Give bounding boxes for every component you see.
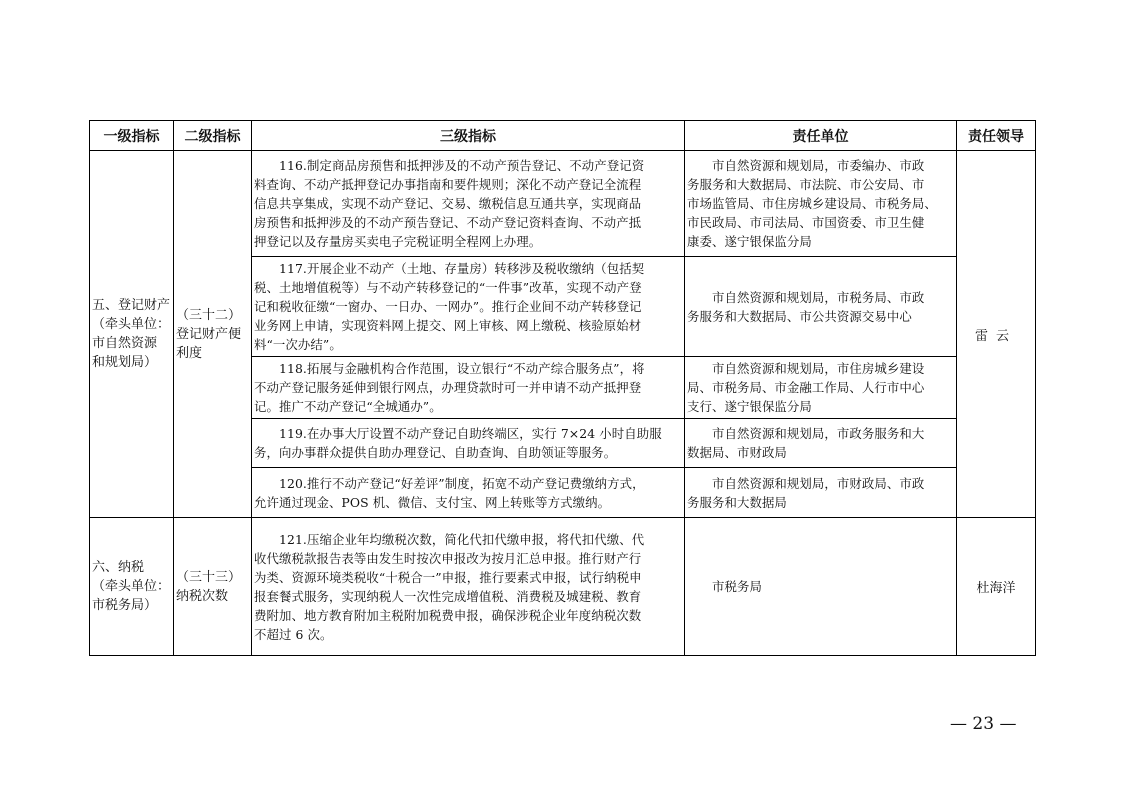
responsible-units: 市税务局 xyxy=(685,518,957,656)
responsible-units: 市自然资源和规划局，市委编办、市政 务服务和大数据局、市法院、市公安局、市 市场监管局、市住房城乡建设局、市税务局、 市民政局、市司法局、市国资委、市卫生健 康委、遂宁银保监分局 xyxy=(685,151,957,257)
header-level1: 一级指标 xyxy=(90,121,174,151)
header-responsible-units: 责任单位 xyxy=(685,121,957,151)
level2-indicator: （三十二） 登记财产便 利度 xyxy=(174,151,252,518)
page-number: — 23 — xyxy=(950,714,1017,734)
level2-indicator: （三十三） 纳税次数 xyxy=(174,518,252,656)
responsible-units: 市自然资源和规划局，市财政局、市政 务服务和大数据局 xyxy=(685,468,957,518)
responsible-leader: 雷云 xyxy=(957,151,1036,518)
indicator-table xyxy=(89,120,1036,656)
level3-indicator: 116.制定商品房预售和抵押涉及的不动产预告登记、不动产登记资 料查询、不动产抵押登记办事指南和要件规则；深化不动产登记全流程 信息共享集成，实现不动产登记、交易、缴税信息互通共享，实现商品 房预售和抵押涉及的不动产预告登记、不动产登记资料查询、不动产抵 押登记以及存量房买卖电子完税证明全程网上办理。 xyxy=(252,151,685,257)
responsible-units: 市自然资源和规划局，市税务局、市政 务服务和大数据局、市公共资源交易中心 xyxy=(685,257,957,357)
responsible-leader: 杜海洋 xyxy=(957,518,1036,656)
header-level3: 三级指标 xyxy=(252,121,685,151)
table-row xyxy=(90,151,1036,257)
level3-indicator: 119.在办事大厅设置不动产登记自助终端区，实行 7×24 小时自助服 务，向办事群众提供自助办理登记、自助查询、自助领证等服务。 xyxy=(252,419,685,468)
level3-indicator: 118.拓展与金融机构合作范围，设立银行“不动产综合服务点”，将 不动产登记服务延伸到银行网点，办理贷款时可一并申请不动产抵押登 记。推广不动产登记“全城通办”。 xyxy=(252,357,685,419)
level1-indicator: 五、登记财产 （牵头单位： 市自然资源 和规划局） xyxy=(90,151,174,518)
level3-indicator: 121.压缩企业年均缴税次数，简化代扣代缴申报，将代扣代缴、代 收代缴税款报告表等由发生时按次申报改为按月汇总申报。推行财产行 为类、资源环境类税收“十税合一”申报，推行要素式申报，试行纳税申 报套餐式服务，实现纳税人一次性完成增值税、消费税及城建税、教育 费附加、地方教育附加主税附加税费申报，确保涉税企业年度纳税次数 不超过 6 次。 xyxy=(252,518,685,656)
responsible-units: 市自然资源和规划局，市住房城乡建设 局、市税务局、市金融工作局、人行市中心 支行、遂宁银保监分局 xyxy=(685,357,957,419)
level3-indicator: 120.推行不动产登记“好差评”制度，拓宽不动产登记费缴纳方式， 允许通过现金、POS 机、微信、支付宝、网上转账等方式缴纳。 xyxy=(252,468,685,518)
level1-indicator: 六、纳税 （牵头单位： 市税务局） xyxy=(90,518,174,656)
table-row xyxy=(90,518,1036,656)
responsible-units: 市自然资源和规划局，市政务服务和大 数据局、市财政局 xyxy=(685,419,957,468)
level3-indicator: 117.开展企业不动产（土地、存量房）转移涉及税收缴纳（包括契 税、土地增值税等）与不动产转移登记的“一件事”改革，实现不动产登 记和税收征缴“一窗办、一日办、一网办”。推行企业间不动产转移登记 业务网上申请，实现资料网上提交、网上审核、网上缴税、核验原始材 料“一次办结”。 xyxy=(252,257,685,357)
header-level2: 二级指标 xyxy=(174,121,252,151)
header-responsible-leader: 责任领导 xyxy=(957,121,1036,151)
table-header-row xyxy=(90,121,1036,151)
